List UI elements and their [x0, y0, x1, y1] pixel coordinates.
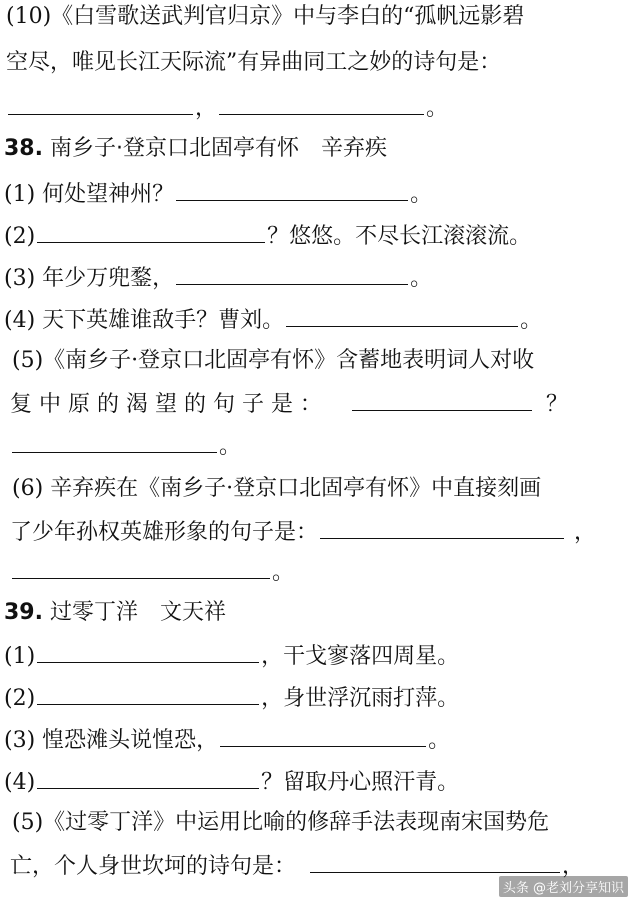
q10-text-1: (10)《白雪歌送武判官归京》中与李白的“孤帆远影碧 — [6, 4, 525, 29]
s39-item-2 — [4, 682, 459, 712]
punct: 。 — [272, 560, 295, 585]
punct: ， — [574, 520, 597, 545]
punct: 。 — [410, 266, 433, 291]
answer-blank[interactable] — [286, 304, 518, 327]
answer-blank[interactable] — [220, 724, 426, 747]
punct: 。 — [520, 308, 543, 333]
item-text: 亡，个人身世坎坷的诗句是： — [10, 854, 297, 879]
section-title: 过零丁洋 文天祥 — [49, 600, 226, 625]
item-text: (1) 何处望神州？ — [4, 182, 175, 207]
s38-item-5-line-3 — [10, 430, 241, 460]
punct: ， — [562, 854, 585, 879]
section-38-heading — [4, 134, 387, 164]
answer-blank[interactable] — [352, 388, 532, 411]
s38-item-2 — [4, 220, 531, 250]
item-text: (5)《过零丁洋》中运用比喻的修辞手法表现南宋国势危 — [12, 810, 550, 835]
answer-blank[interactable] — [12, 430, 217, 453]
answer-blank[interactable] — [37, 682, 259, 705]
answer-blank[interactable] — [37, 220, 265, 243]
s39-item-3 — [4, 724, 450, 754]
answer-blank[interactable] — [320, 516, 564, 539]
item-text: ？悠悠。不尽长江滚滚流。 — [267, 224, 532, 249]
s38-item-6-line-3 — [10, 556, 294, 586]
s39-item-5-line-1 — [12, 808, 549, 838]
item-text: (1) — [4, 644, 36, 669]
answer-blank[interactable] — [8, 92, 193, 115]
item-text: (2) — [4, 686, 36, 711]
item-text: 了少年孙权英雄形象的句子是： — [10, 520, 319, 545]
answer-blank[interactable] — [176, 178, 408, 201]
s39-item-5-line-2 — [10, 850, 584, 880]
q10-line-3 — [6, 92, 448, 122]
section-number: 39. — [4, 600, 43, 625]
item-text: 复 中 原 的 渴 望 的 句 子 是 ： — [10, 392, 322, 417]
section-39-heading — [4, 598, 226, 628]
q10-text-2: 空尽，唯见长江天际流”有异曲同工之妙的诗句是： — [6, 50, 502, 75]
s38-item-5-line-1 — [12, 346, 534, 376]
s38-item-5-line-2 — [10, 388, 568, 418]
item-text: (4) 天下英雄谁敌手？曹刘。 — [4, 308, 285, 333]
answer-blank[interactable] — [219, 92, 424, 115]
s38-item-1 — [4, 178, 432, 208]
q10-line-1 — [6, 2, 524, 32]
answer-blank[interactable] — [12, 556, 270, 579]
answer-blank[interactable] — [37, 640, 259, 663]
item-text: (3) 惶恐滩头说惶恐， — [4, 728, 219, 753]
item-text: (6) 辛弃疾在《南乡子·登京口北固亭有怀》中直接刻画 — [12, 476, 542, 501]
s39-item-1 — [4, 640, 459, 670]
punct: 。 — [426, 96, 449, 121]
punct: 。 — [219, 434, 242, 459]
punct: ， — [195, 96, 218, 121]
punct: 。 — [428, 728, 451, 753]
answer-blank[interactable] — [37, 766, 259, 789]
answer-blank[interactable] — [176, 262, 408, 285]
punct: ？ — [545, 392, 568, 417]
punct: 。 — [410, 182, 433, 207]
s38-item-4 — [4, 304, 542, 334]
s38-item-3 — [4, 262, 432, 292]
item-text: ，干戈寥落四周星。 — [261, 644, 460, 669]
item-text: ？留取丹心照汗青。 — [261, 770, 460, 795]
item-text: (2) — [4, 224, 36, 249]
item-text: (3) 年少万兜鍪， — [4, 266, 175, 291]
s38-item-6-line-2 — [10, 516, 596, 546]
q10-line-2 — [6, 48, 501, 78]
section-title: 南乡子·登京口北固亭有怀 辛弃疾 — [49, 136, 387, 161]
s38-item-6-line-1 — [12, 474, 541, 504]
s39-item-4 — [4, 766, 459, 796]
answer-blank[interactable] — [310, 850, 560, 873]
watermark: 头条 @老刘分享知识 — [499, 876, 628, 897]
item-text: ，身世浮沉雨打萍。 — [261, 686, 460, 711]
item-text: (5)《南乡子·登京口北固亭有怀》含蓄地表明词人对收 — [12, 348, 535, 373]
section-number: 38. — [4, 136, 43, 161]
item-text: (4) — [4, 770, 36, 795]
